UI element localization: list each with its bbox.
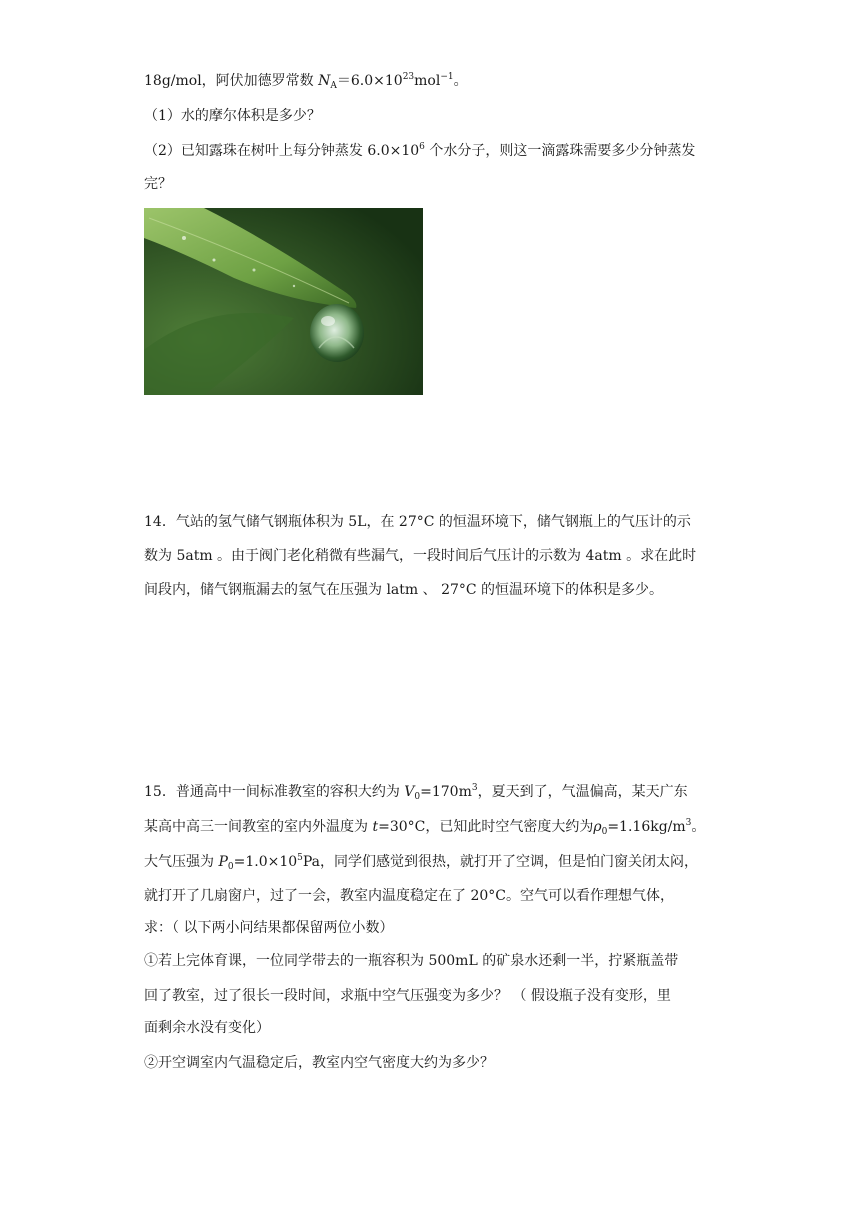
q15-line-8: 面剩余水没有变化）: [144, 1020, 270, 1036]
dewdrop-leaf-illustration: [144, 208, 423, 395]
q15-line-4: 就打开了几扇窗户，过了一会，教室内温度稳定在了 20°C。空气可以看作理想气体，: [144, 888, 674, 904]
q15-line-2: 某高中高三一间教室的室内外温度为 t=30°C，已知此时空气密度大约为$\rho_0=1.16kg/m^3$。: [144, 818, 706, 837]
q15-line-6: ①若上完体育课，一位同学带去的一瓶容积为 500mL 的矿泉水还剩一半，拧紧瓶盖带: [144, 953, 679, 969]
q13-subquestion-1: （1）水的摩尔体积是多少？: [144, 108, 321, 124]
q13-line-1: 18g/mol，阿伏加德罗常数 $N_A=6.0\times 10^{23}mol^{-1}$。: [144, 72, 468, 91]
dewdrop-leaf-photo: [144, 208, 423, 395]
q14-line-1: 14．气站的氢气储气钢瓶体积为 5L，在 27°C 的恒温环境下，储气钢瓶上的气压计的示: [144, 514, 691, 530]
q15-line-1: 15．普通高中一间标准教室的容积大约为 $V_0=170m^3$，夏天到了，气温偏高，某天广东: [144, 783, 688, 802]
q15-line-5: 求：（ 以下两小问结果都保留两位小数）: [144, 920, 394, 936]
q14-line-3: 间段内，储气钢瓶漏去的氢气在压强为 latm 、 27°C 的恒温环境下的体积是多少。: [144, 582, 664, 598]
q13-subquestion-2-line-2: 完？: [144, 176, 172, 192]
q15-line-9: ②开空调室内气温稳定后，教室内空气密度大约为多少？: [144, 1055, 494, 1071]
q15-line-3: 大气压强为 $P_0=1.0\times 10^5Pa$，同学们感觉到很热，就打开了空调，但是怕门窗关闭太闷，: [144, 853, 699, 872]
q14-line-2: 数为 5atm 。由于阀门老化稍微有些漏气，一段时间后气压计的示数为 4atm 。求在此时: [144, 548, 697, 564]
q15-line-7: 回了教室，过了很长一段时间，求瓶中空气压强变为多少？ （ 假设瓶子没有变形，里: [144, 988, 671, 1004]
q13-subquestion-2-line-1: （2）已知露珠在树叶上每分钟蒸发 $6.0\times 10^6$ 个水分子，则这一滴露珠需要多少分钟蒸发: [144, 142, 696, 159]
